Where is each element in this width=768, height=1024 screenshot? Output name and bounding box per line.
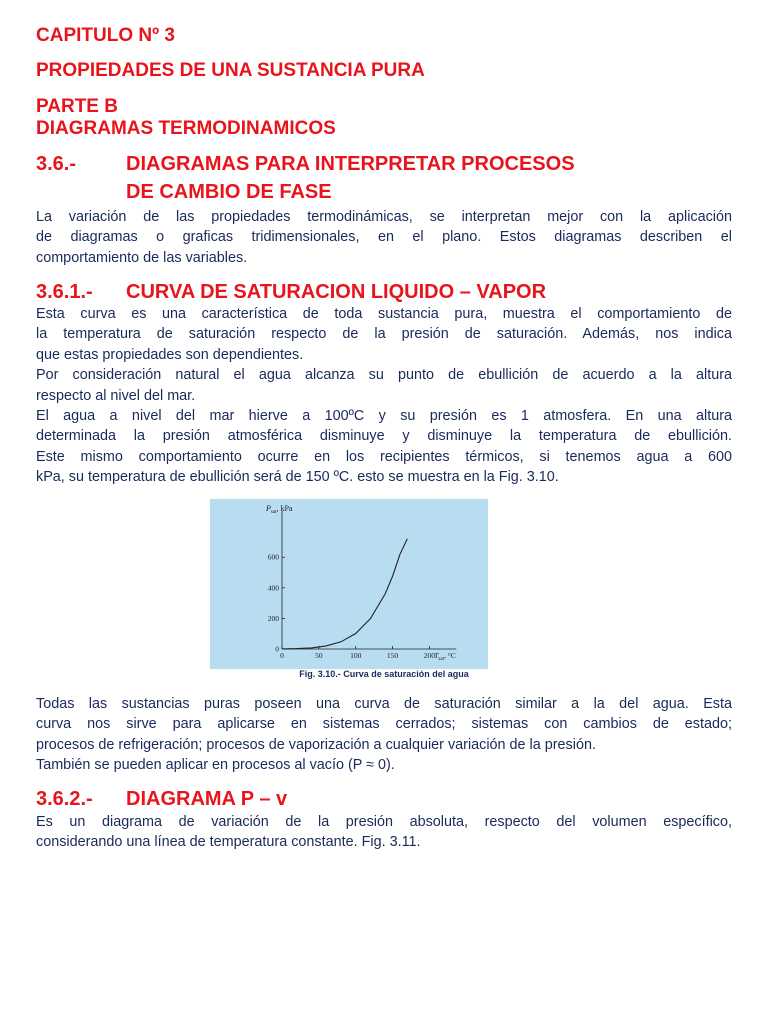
paragraph-line: respecto al nivel del mar.	[36, 387, 196, 404]
paragraph-line: comportamiento de las variables.	[36, 249, 248, 266]
paragraph-line: Por consideración natural el agua alcanza su punto de ebullición de acuerdo a la altura	[36, 367, 732, 384]
section-number: 3.6.1.-	[36, 281, 93, 303]
paragraph-line: determinada la presión atmosférica disminuye y disminuye la temperatura de ebullición.	[36, 428, 732, 445]
paragraph-line: También se pueden aplicar en procesos al vacío (P ≈ 0).	[36, 757, 395, 774]
x-tick-label: 150	[386, 651, 399, 660]
paragraph-line: El agua a nivel del mar hierve a 100ºC y su presión es 1 atmosfera. En una altura	[36, 408, 732, 425]
section-title: DIAGRAMA P – v	[126, 788, 288, 810]
x-tick-label: 200	[423, 651, 436, 660]
paragraph-line: Es un diagrama de variación de la presión absoluta, respecto del volumen específico,	[36, 814, 732, 830]
y-tick-label: 400	[267, 583, 279, 593]
paragraph-line: kPa, su temperatura de ebullición será de 150 ºC. esto se muestra en la Fig. 3.10.	[36, 469, 559, 486]
section-title: CURVA DE SATURACION LIQUIDO – VAPOR	[126, 281, 547, 303]
section-3-6-paragraph	[36, 207, 732, 268]
saturation-curve-line	[282, 539, 407, 649]
x-tick-label: 100	[350, 651, 362, 660]
paragraph-line: de diagramas o graficas tridimensionales, en el plano. Estos diagramas describen el	[36, 229, 732, 246]
paragraph-line: que estas propiedades son dependientes.	[36, 346, 304, 363]
x-axis-label: $T_{sat}$, °C	[434, 651, 456, 662]
chapter-heading: CAPITULO Nº 3	[36, 25, 175, 46]
paragraph-line: Todas las sustancias puras poseen una curva de saturación similar a la del agua. Esta	[36, 696, 732, 712]
part-heading: PARTE B	[36, 96, 118, 117]
x-tick-label: 0	[280, 651, 284, 660]
y-axis-label: $P_{sat}$, kPa	[266, 504, 293, 515]
section-number: 3.6.2.-	[36, 788, 93, 810]
section-3-6-2-heading	[36, 788, 287, 810]
section-number: 3.6.-	[36, 153, 77, 175]
figure-caption: Fig. 3.10.- Curva de saturación del agua	[299, 669, 469, 679]
chapter-title: PROPIEDADES DE UNA SUSTANCIA PURA	[36, 60, 425, 81]
paragraph-line: considerando una línea de temperatura constante. Fig. 3.11.	[36, 834, 421, 851]
paragraph-line: la temperatura de saturación respecto de la presión de saturación. Además, nos indica	[36, 326, 732, 343]
paragraph-line: Esta curva es una característica de toda sustancia pura, muestra el comportamiento de	[36, 306, 732, 322]
paragraph-line: procesos de refrigeración; procesos de vaporización a cualquier variación de la presión.	[36, 736, 596, 753]
y-tick-label: 200	[267, 613, 279, 623]
section-3-6-1-paragraph	[36, 304, 732, 488]
section-title: DIAGRAMAS PARA INTERPRETAR PROCESOS	[126, 153, 575, 175]
saturation-curve-figure	[210, 499, 488, 669]
saturation-curve-chart	[210, 499, 488, 669]
y-tick-label: 600	[267, 552, 279, 562]
after-figure-paragraph	[36, 694, 732, 776]
section-3-6-heading-line2: DE CAMBIO DE FASE	[126, 181, 332, 203]
paragraph-line: La variación de las propiedades termodinámicas, se interpretan mejor con la aplicación	[36, 209, 732, 225]
section-3-6-2-paragraph	[36, 812, 732, 853]
paragraph-line: curva nos sirve para aplicarse en sistemas cerrados; sistemas con cambios de estado;	[36, 716, 732, 733]
part-title: DIAGRAMAS TERMODINAMICOS	[36, 118, 336, 139]
y-tick-label: 0	[275, 644, 279, 654]
paragraph-line: Este mismo comportamiento ocurre en los recipientes térmicos, si tenemos agua a 600	[36, 448, 732, 465]
section-3-6-1-heading	[36, 281, 546, 303]
section-3-6-heading	[36, 153, 575, 175]
x-tick-label: 50	[315, 651, 323, 660]
